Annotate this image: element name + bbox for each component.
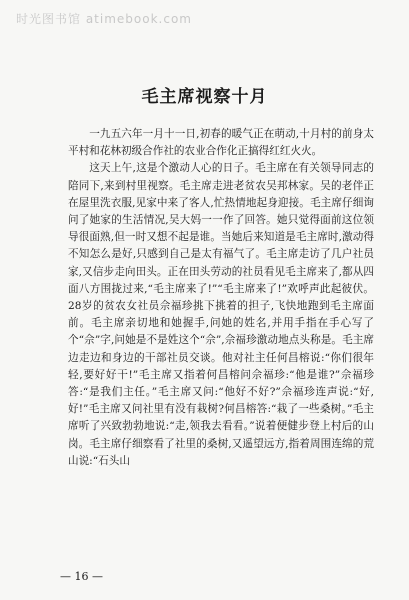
- paragraph-2: 这天上午,这是个激动人心的日子。毛主席在有关领导同志的陪同下,来到村里视察。毛主席走进老贫农吴邦林家。吴的老伴正在屋里洗衣服,见家中来了客人,忙热情地起身迎接。毛主席仔细询问了她家的生活情况,吴大妈一一作了回答。她只觉得面前这位领导很面熟,但一时又想不起是谁。当她后来知道是毛主席时,激动得不知怎么是好,只感到自己是太有福气了。毛主席走访了几户社员家,又信步走向田头。正在田头劳动的社员看见毛主席来了,都从四面八方围拢过来,“毛主席来了!”“毛主席来了!”欢呼声此起彼伏。28岁的贫农女社员佘福珍挑下挑着的担子,飞快地跑到毛主席面前。毛主席亲切地和她握手,问她的姓名,并用手指在手心写了个“佘”字,问她是不是姓这个“佘”,佘福珍激动地点头称是。毛主席边走边和身边的干部社员交谈。他对社主任何昌榕说:“你们很年轻,要好好干!”毛主席又指着何昌榕问佘福珍:“他是谁?”佘福珍答:“是我们主任。”毛主席又问:“他好不好?”佘福珍连声说:“好,好!”毛主席又问社里有没有栽树?何昌榕答:“栽了一些桑树。”毛主席听了兴致勃勃地说:“走,领我去看看。”说着便健步登上村后的山岗。毛主席仔细察看了社里的桑树,又遥望远方,指着周围连绵的荒山说:“石头山: [68, 162, 374, 467]
- watermark-text: 时光图书馆 atimebook.com: [16, 12, 192, 26]
- paragraph-1: 一九五六年一月十一日,初春的暖气正在萌动,十月村的前身太平村和花林初级合作社的农业合作化正搞得红红火火。: [68, 128, 374, 158]
- page-number: — 16 —: [60, 570, 103, 583]
- article-body: [68, 126, 374, 470]
- page-title: 毛主席视察十月: [141, 87, 268, 107]
